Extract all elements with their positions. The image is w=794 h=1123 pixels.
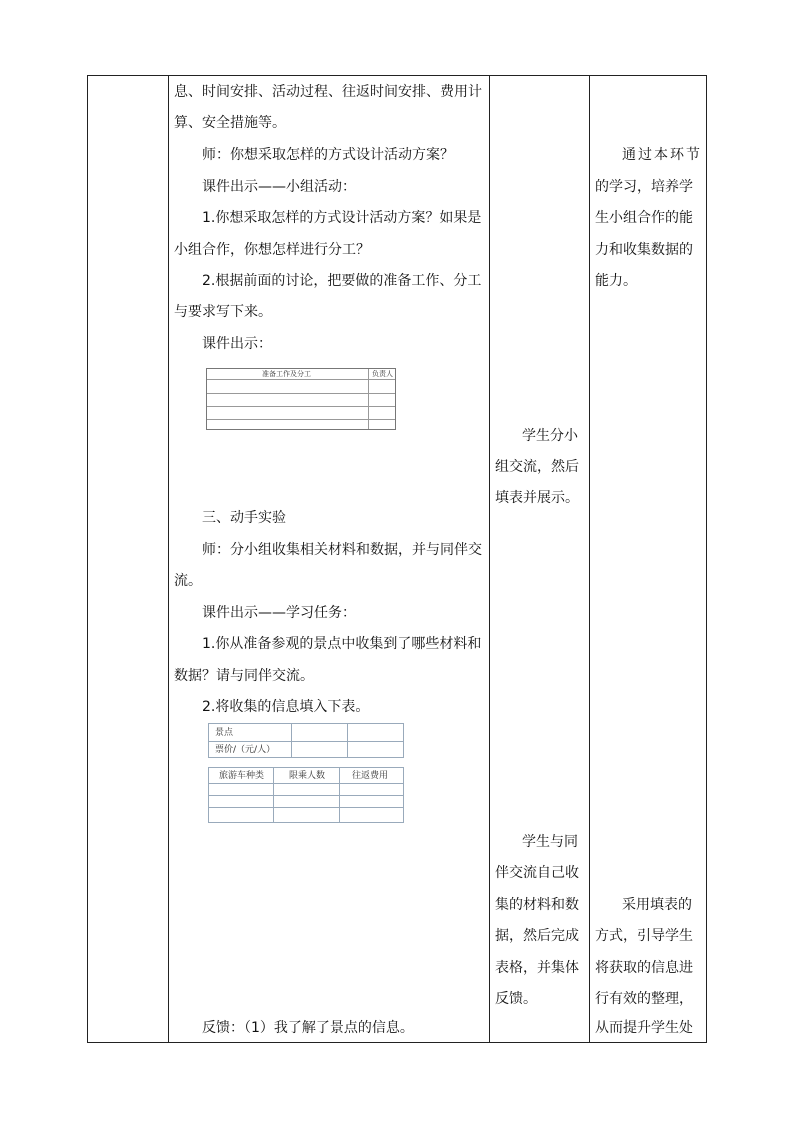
text-line: 小组合作，你想怎样进行分工？ [174, 242, 370, 258]
text-line: 填表并展示。 [495, 490, 579, 506]
text-line: 2.根据前面的讨论，把要做的准备工作、分工 [202, 273, 482, 289]
text-line: 课件出示——学习任务： [202, 605, 356, 621]
text-line: 集的材料和数 [495, 897, 579, 913]
table-header: 准备工作及分工 [262, 370, 311, 378]
text-line: 伴交流自己收 [495, 865, 579, 881]
text-line: 据，然后完成 [495, 928, 579, 944]
preparation-table [206, 368, 396, 430]
column-divider [589, 75, 590, 1043]
table-header: 旅游车种类 [219, 771, 265, 781]
text-line: 师：分小组收集相关材料和数据，并与同伴交 [202, 542, 482, 558]
text-line: 生小组合作的能 [595, 210, 693, 226]
text-line: 将获取的信息进 [595, 960, 693, 976]
text-line: 方式，引导学生 [595, 928, 693, 944]
text-line: 反馈：（1）我了解了景点的信息。 [202, 1020, 414, 1036]
text-line: 力和收集数据的 [595, 242, 693, 258]
text-line: 师：你想采取怎样的方式设计活动方案？ [202, 147, 454, 163]
text-line: 学生与同 [522, 834, 578, 850]
table-cell: 票价/（元/人） [215, 745, 276, 755]
text-line: 学生分小 [522, 428, 578, 444]
text-line: 算、安全措施等。 [174, 115, 286, 131]
column-divider [168, 75, 169, 1043]
text-line: 课件出示： [202, 336, 272, 352]
tour-bus-table [208, 767, 404, 823]
text-line: 采用填表的 [622, 897, 692, 913]
text-line: 1.你想采取怎样的方式设计活动方案？如果是 [202, 210, 482, 226]
text-line: 息、时间安排、活动过程、往返时间安排、费用计 [174, 84, 482, 100]
column-divider [489, 75, 490, 1043]
text-line: 2.将收集的信息填入下表。 [202, 699, 370, 715]
text-line: 课件出示——小组活动： [202, 179, 356, 195]
text-line: 能力。 [595, 273, 637, 289]
text-line: 的学习，培养学 [595, 179, 693, 195]
table-cell: 景点 [215, 728, 234, 738]
text-line: 从而提升学生处 [595, 1020, 693, 1036]
text-line: 行有效的整理， [595, 991, 693, 1007]
table-header: 负责人 [372, 370, 393, 378]
text-line: 数据？请与同伴交流。 [174, 668, 314, 684]
table-header: 往返费用 [352, 771, 389, 781]
scenic-spot-table [208, 723, 404, 758]
text-line: 流。 [174, 573, 202, 589]
text-line: 表格，并集体 [495, 960, 579, 976]
text-line: 反馈。 [495, 991, 537, 1007]
text-line: 1.你从准备参观的景点中收集到了哪些材料和 [202, 636, 482, 652]
text-line: 组交流，然后 [495, 459, 579, 475]
table-header: 限乘人数 [289, 771, 326, 781]
text-line: 与要求写下来。 [174, 304, 272, 320]
text-line: 通过本环节 [622, 147, 702, 163]
section-heading: 三、动手实验 [202, 510, 286, 526]
